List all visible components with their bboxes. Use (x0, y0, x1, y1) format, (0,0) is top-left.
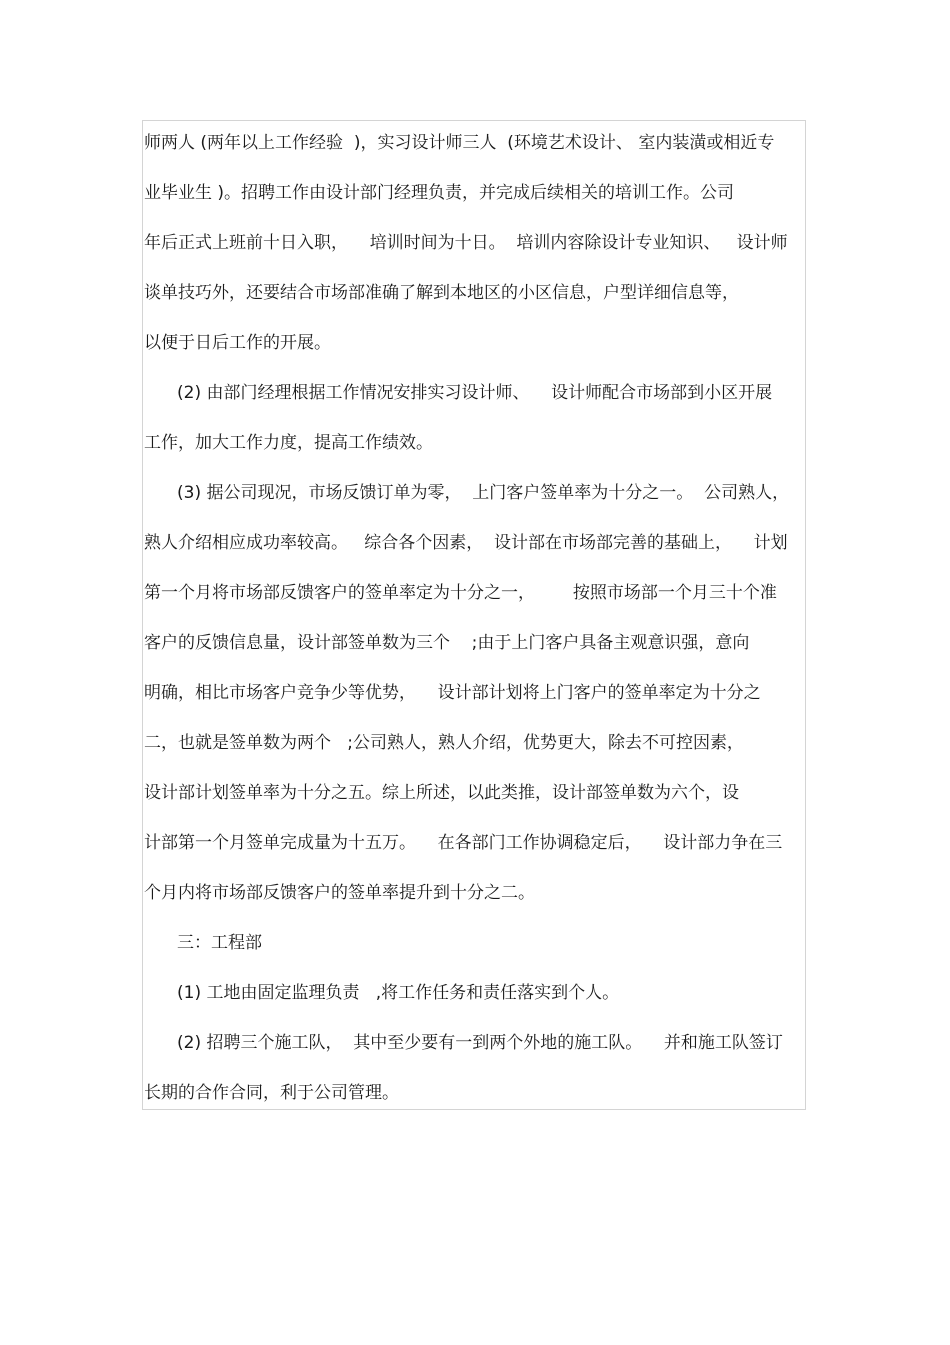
text-line: 长期的合作合同，利于公司管理。 (144, 1083, 399, 1103)
paragraph-2-start: (2) 由部门经理根据工作情况安排实习设计师、 设计师配合市场部到小区开展 (177, 383, 773, 403)
text-frame-border (142, 120, 806, 1110)
text-line: 年后正式上班前十日入职， 培训时间为十日。 培训内容除设计专业知识、 设计师 (144, 233, 788, 253)
text-line: 业毕业生 )。招聘工作由设计部门经理负责，并完成后续相关的培训工作。公司 (144, 183, 735, 203)
paragraph-3-start: (3) 据公司现况，市场反馈订单为零， 上门客户签单率为十分之一。 公司熟人， (177, 483, 790, 503)
text-line: 个月内将市场部反馈客户的签单率提升到十分之二。 (144, 883, 535, 903)
section-heading: 三：工程部 (177, 933, 262, 953)
text-line: 师两人 (两年以上工作经验 )，实习设计师三人 (环境艺术设计、 室内装潢或相近专 (144, 133, 775, 153)
text-line: 设计部计划签单率为十分之五。综上所述，以此类推，设计部签单数为六个，设 (144, 783, 739, 803)
text-line: 谈单技巧外，还要结合市场部准确了解到本地区的小区信息，户型详细信息等， (144, 283, 739, 303)
text-line: 熟人介绍相应成功率较高。 综合各个因素， 设计部在市场部完善的基础上， 计划 (144, 533, 788, 553)
text-line: 客户的反馈信息量，设计部签单数为三个 ;由于上门客户具备主观意识强，意向 (144, 633, 750, 653)
text-line: 以便于日后工作的开展。 (144, 333, 331, 353)
text-line: 计部第一个月签单完成量为十五万。 在各部门工作协调稳定后， 设计部力争在三 (144, 833, 783, 853)
text-line: 二，也就是签单数为两个 ;公司熟人，熟人介绍，优势更大，除去不可控因素， (144, 733, 744, 753)
engineering-item-2: (2) 招聘三个施工队， 其中至少要有一到两个外地的施工队。 并和施工队签订 (177, 1033, 783, 1053)
text-line: 第一个月将市场部反馈客户的签单率定为十分之一， 按照市场部一个月三十个准 (144, 583, 777, 603)
text-line: 明确，相比市场客户竞争少等优势， 设计部计划将上门客户的签单率定为十分之 (144, 683, 761, 703)
text-line: 工作，加大工作力度，提高工作绩效。 (144, 433, 433, 453)
engineering-item-1: (1) 工地由固定监理负责 ,将工作任务和责任落实到个人。 (177, 983, 620, 1003)
